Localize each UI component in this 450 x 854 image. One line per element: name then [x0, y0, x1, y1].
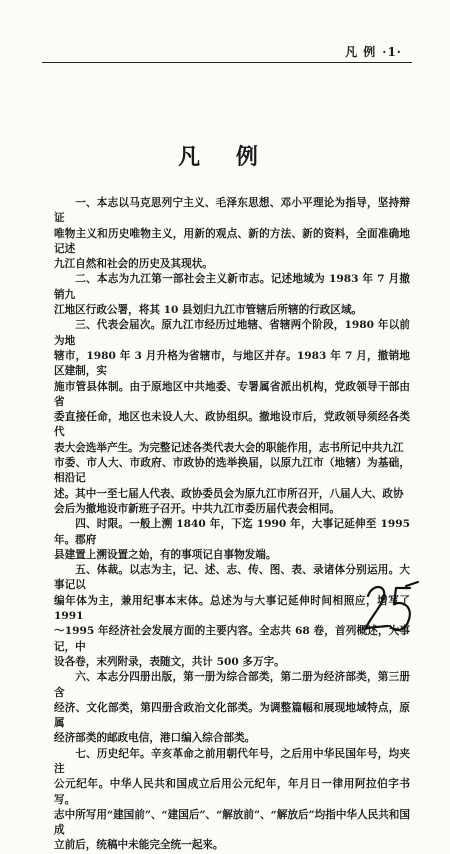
page-number: ·1·: [382, 45, 402, 59]
paragraph-3: 三、代表会届次。原九江市经历过地辖、省辖两个阶段，1980 年以前为地 辖市，1980 年 3 月升格为省辖市，与地区并存。1983 年 7 月，撤销地区建制，实 施市管县体制。由于原地区中共地委、专署属省派出机构，党政领导干部由省 委直接任命，地区也未设人大、政协组织。撤地设市后，党政领导须经各类代 表大会选举产生。为完整记述各类代表大会的职能作用，志书所记中共九江 市委、市人大、市政府、市政协的选举换届，以原九江市（地辖）为基础，相沿记 述。其中一至七届人代表、政协委员会为原九江市所召开，八届人大、政协 会后为撤地设市新班子召开。中共九江市委历届代表会相同。: [54, 319, 410, 515]
paragraph-7: 七、历史纪年。辛亥革命之前用朝代年号，之后用中华民国年号，均夹注 公元纪年。中华人民共和国成立后用公元纪年，年月日一律用阿拉伯字书写。 志中所写用“建国前”、“建国后”、“解放前”、“解放后”均指中华人民共和国成 立前后，统稿中未能完全统一起来。: [54, 747, 410, 852]
paragraph-4: 四、时限。一般上溯 1840 年，下迄 1990 年，大事记延伸至 1995 年。郡府 县建置上溯设置之始，有的事项记自事物发端。: [54, 518, 410, 561]
page-title: 凡 例: [178, 144, 272, 170]
body-text: [54, 196, 410, 854]
running-head-section: 凡 例: [345, 45, 377, 59]
header-rule: [42, 62, 412, 63]
running-head: [345, 43, 402, 60]
paragraph-1: 一、本志以马克思列宁主义、毛泽东思想、邓小平理论为指导，坚持辩证 唯物主义和历史唯物主义，用新的观点、新的方法、新的资料，全面准确地记述 九江自然和社会的历史及其现状。: [54, 197, 410, 271]
handwritten-number-mark: [362, 578, 422, 638]
paragraph-5: 五、体裁。以志为主，记、述、志、传、图、表、录诸体分别运用。大事记以 编年体为主，兼用纪事本末体。总述为与大事记延伸时间相照应，增写了 1991 ～1995 年经济社会发展方面的主要内容。全志共 68 卷，首列概述，大事记，中 设各卷，末列附录，表随文，共计 500 多万字。: [54, 564, 410, 668]
paragraph-6: 六、本志分四册出版，第一册为综合部类，第二册为经济部类，第三册含 经济、文化部类，第四册含政治文化部类。为调整篇幅和展现地域特点，原属 经济部类的邮政电信，港口编入综合部类。: [54, 671, 410, 745]
paragraph-2: 二、本志为九江第一部社会主义新市志。记述地域为 1983 年 7 月撤销九 江地区行政公署，将其 10 县划归九江市管辖后所辖的行政区域。: [54, 273, 410, 317]
